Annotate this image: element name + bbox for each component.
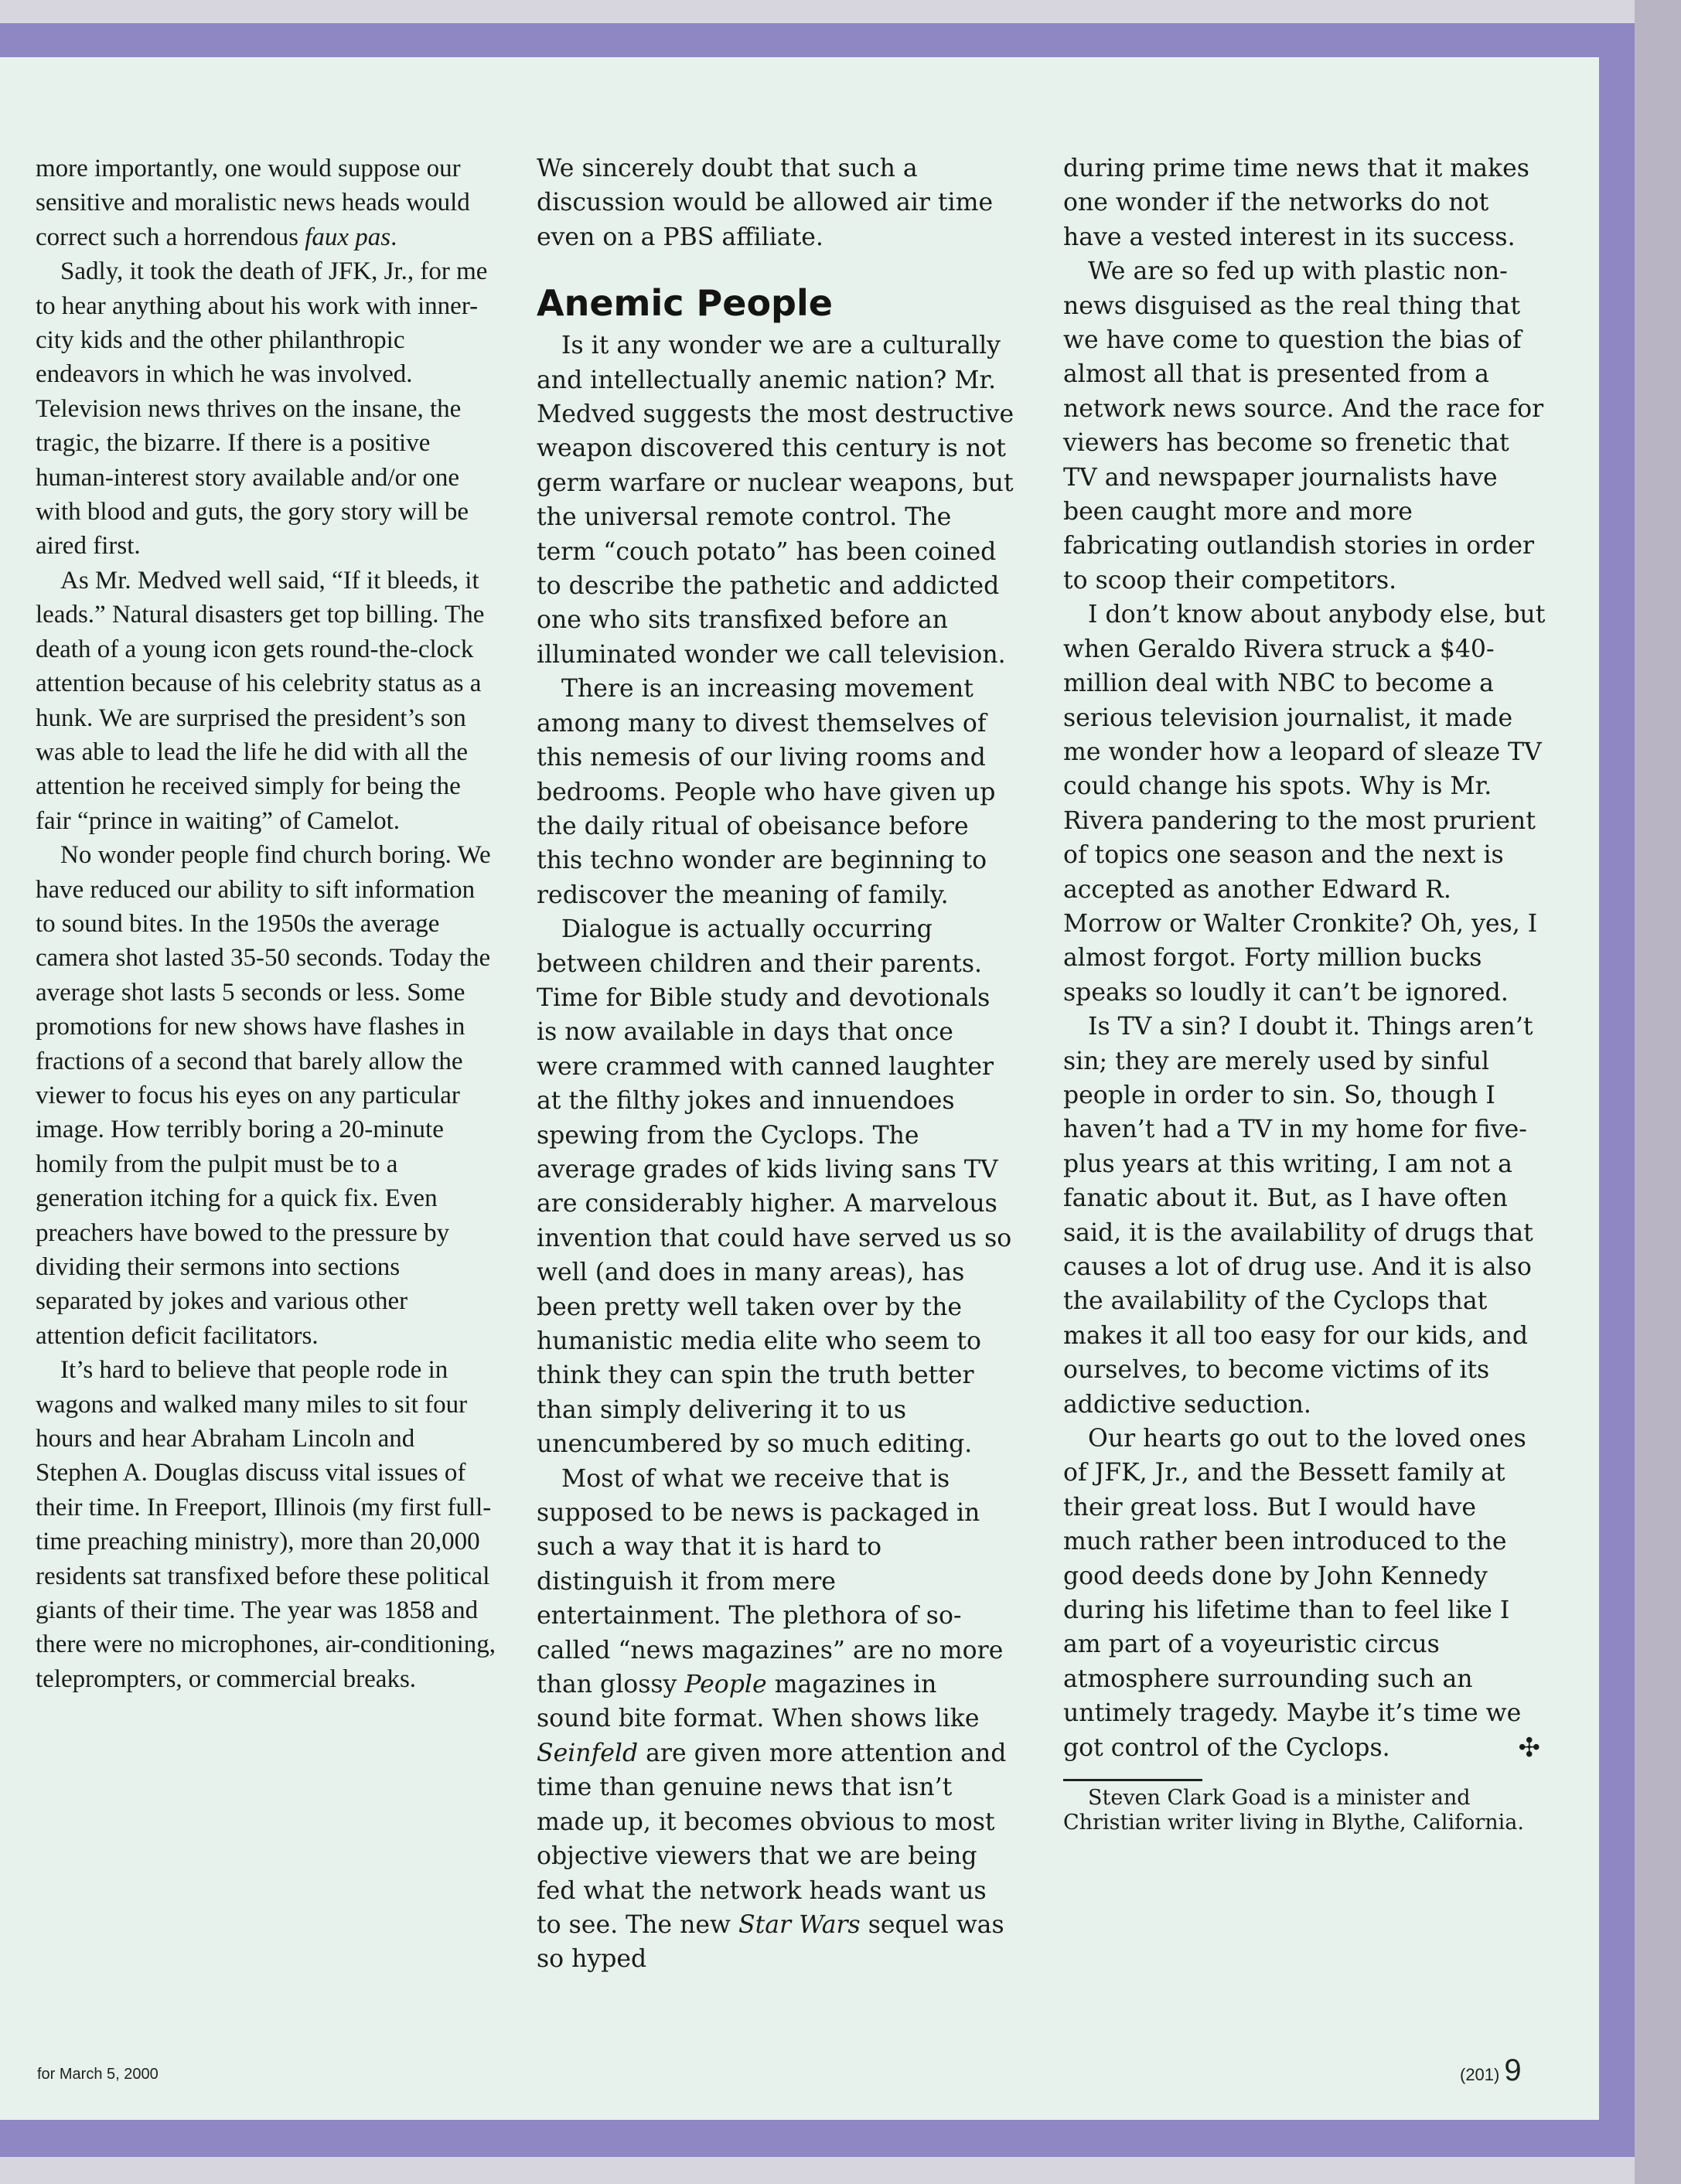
author-bio: Steven Clark Goad is a minister and Christian writer living in Blythe, California. (1063, 1786, 1524, 1835)
page-edge (1635, 0, 1681, 2184)
paragraph: Our hearts go out to the loved ones of JFK, Jr., and the Bessett family at their great loss. But I would have much rather been introduced to the good deeds done by John Kennedy during his lifetime than to feel like I am part of a voyeuristic circus atmosphere surrounding such an untimely tragedy. Maybe it’s time we got control of the Cyclops. ✣ (1063, 1422, 1546, 1765)
page-number-block (1460, 2053, 1522, 2088)
paragraph: Is it any wonder we are a culturally and intellectually anemic nation? Mr. Medved suggests the most destructive weapon discovered this century is not germ warfare or nuclear weapons, but the universal remote control. The term “couch potato” has been coined to describe the pathetic and addicted one who sits transfixed before an illuminated wonder we call television. (537, 332, 1014, 669)
section-heading: Anemic People (537, 282, 833, 325)
paragraph: We sincerely doubt that such a discussion would be allowed air time even on a PBS affiliate. (537, 155, 994, 251)
right-frame-band (1599, 23, 1635, 2157)
paragraph: Most of what we receive that is supposed to be news is packaged in such a way that it is hard to distinguish it from mere entertainment. The plethora of so-called “news magazines” are no more than glossy People magazines in sound bite format. When shows like Seinfeld are given more attention and time than genuine news that isn’t made up, it becomes obvious to most objective viewers that we are being fed what the network heads want us to see. The new Star Wars sequel was so hyped (537, 1464, 1007, 1974)
article-column-1 (36, 152, 500, 1696)
article-column-2 (537, 152, 1018, 1977)
paragraph: Sadly, it took the death of JFK, Jr., for me to hear anything about his work with inner-city kids and the other philanthropic endeavors in which he was involved. Television news thrives on the insane, the tragic, the bizarre. If there is a positive human-interest story available and/or one with blood and guts, the gory story will be aired first. (36, 257, 488, 560)
paragraph: I don’t know about anybody else, but when Geraldo Rivera struck a $40-million deal with NBC to become a serious television journalist, it made me wonder how a leopard of sleaze TV could change his spots. Why is Mr. Rivera pandering to the most prurient of topics one season and the next is accepted as another Edward R. Morrow or Walter Cronkite? Oh, yes, I almost forgot. Forty million bucks speaks so loudly it can’t be ignored. (1063, 601, 1546, 1007)
paragraph: There is an increasing movement among many to divest themselves of this nemesis of our living rooms and bedrooms. People who have given up the daily ritual of obeisance before this techno wonder are beginning to rediscover the meaning of family. (537, 675, 996, 909)
magazine-page (0, 57, 1599, 2120)
cumulative-page-number: (201) (1460, 2065, 1500, 2084)
bio-divider (1063, 1779, 1202, 1781)
issue-date: for March 5, 2000 (37, 2066, 159, 2083)
top-frame-band (0, 23, 1681, 57)
paragraph: Dialogue is actually occurring between children and their parents. Time for Bible study and devotionals is now available in days that once were crammed with canned laughter at the filthy jokes and innuendoes spewing from the Cyclops. The average grades of kids living sans TV are considerably higher. A marvelous invention that could have served us so well (and does in many areas), has been pretty well taken over by the humanistic media elite who seem to think they can spin the truth better than simply delivering it to us unencumbered by so much editing. (537, 915, 1012, 1459)
paragraph: more importantly, one would suppose our sensitive and moralistic news heads would correct such a horrendous faux pas. (36, 155, 470, 251)
paragraph: Is TV a sin? I doubt it. Things aren’t sin; they are merely used by sinful people in order to sin. So, though I haven’t had a TV in my home for five-plus years at this writing, I am not a fanatic about it. But, as I have often said, it is the availability of drugs that causes a lot of drug use. And it is also the availability of the Cyclops that makes it all too easy for our kids, and ourselves, to become victims of its addictive seduction. (1063, 1013, 1533, 1419)
page-number: 9 (1504, 2053, 1522, 2087)
paragraph: We are so fed up with plastic non-news disguised as the real thing that we have come to question the bias of almost all that is presented from a network news source. And the race for viewers has become so frenetic that TV and newspaper journalists have been caught more and more fabricating outlandish stories in order to scoop their competitors. (1063, 257, 1544, 595)
bottom-frame-band (0, 2120, 1635, 2157)
paragraph: As Mr. Medved well said, “If it bleeds, it leads.” Natural disasters get top billing. The death of a young icon gets round-the-clock attention because of his celebrity status as a hunk. We are surprised the president’s son was able to lead the life he did with all the attention he received simply for being the fair “prince in waiting” of Camelot. (36, 566, 485, 835)
article-column-3 (1063, 152, 1546, 1835)
paragraph: during prime time news that it makes one wonder if the networks do not have a vested interest in its success. (1063, 155, 1529, 251)
end-mark-icon: ✣ (1518, 1732, 1540, 1763)
paragraph: It’s hard to believe that people rode in wagons and walked many miles to sit four hours and hear Abraham Lincoln and Stephen A. Douglas discuss vital issues of their time. In Freeport, Illinois (my first full-time preaching ministry), more than 20,000 residents sat transfixed before these political giants of their time. The year was 1858 and there were no microphones, air-conditioning, teleprompters, or commercial breaks. (36, 1356, 496, 1693)
paragraph: No wonder people find church boring. We have reduced our ability to sift information to sound bites. In the 1950s the average camera shot lasted 35-50 seconds. Today the average shot lasts 5 seconds or less. Some promotions for new shows have flashes in fractions of a second that barely allow the viewer to focus his eyes on any particular image. How terribly boring a 20-minute homily from the pulpit must be to a generation itching for a quick fix. Even preachers have bowed to the pressure by dividing their sermons into sections separated by jokes and various other attention deficit facilitators. (36, 841, 491, 1350)
